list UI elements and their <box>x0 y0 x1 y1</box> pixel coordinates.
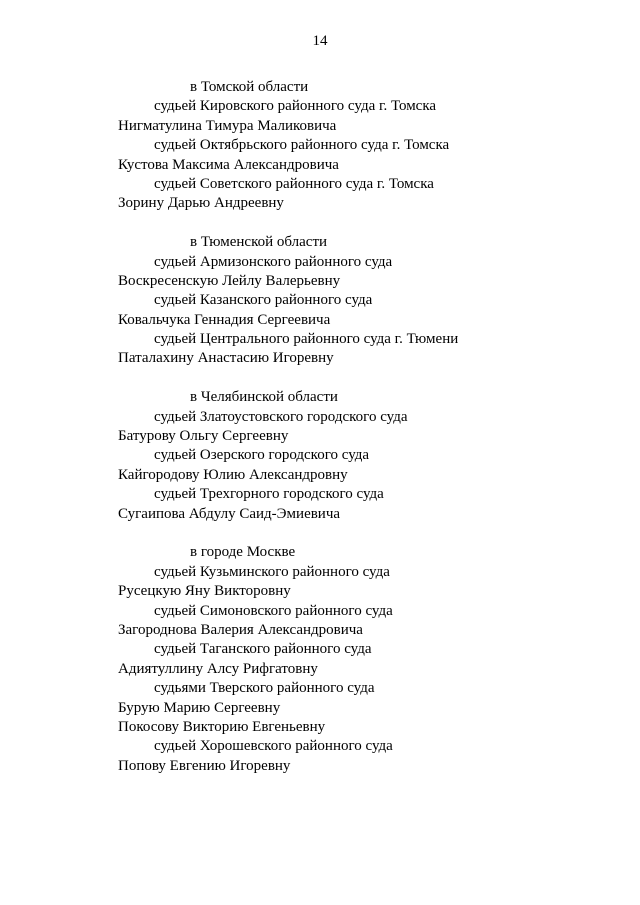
page-number: 14 <box>312 33 328 49</box>
region-section <box>118 78 618 214</box>
judge-name: Батурову Ольгу Сергеевну <box>118 428 289 445</box>
region-heading: в Челябинской области <box>190 389 338 406</box>
judge-name: Паталахину Анастасию Игоревну <box>118 350 334 367</box>
court-line: судьей Кировского районного суда г. Томска <box>154 98 437 115</box>
judge-name: Воскресенскую Лейлу Валерьевну <box>118 272 341 289</box>
court-line: судьей Армизонского районного суда <box>154 253 393 270</box>
region-heading: в городе Москве <box>190 544 296 561</box>
region-section <box>118 543 618 776</box>
court-line: судьей Казанского районного суда <box>154 292 373 309</box>
judge-name: Зорину Дарью Андреевну <box>118 195 284 212</box>
judge-name: Загороднова Валерия Александровича <box>118 621 363 638</box>
court-line: судьями Тверского районного суда <box>154 680 375 697</box>
court-line: судьей Кузьминского районного суда <box>154 563 390 580</box>
region-heading: в Томской области <box>190 79 309 95</box>
region-section <box>118 233 618 369</box>
judge-name: Ковальчука Геннадия Сергеевича <box>118 311 331 328</box>
judge-name: Адиятуллину Алсу Рифгатовну <box>118 660 318 677</box>
court-line: судьей Златоустовского городского суда <box>154 408 408 425</box>
region-heading: в Тюменской области <box>190 234 328 251</box>
court-line: судьей Октябрьского районного суда г. Томска <box>154 137 450 154</box>
judge-name: Кустова Максима Александровича <box>118 156 339 173</box>
judge-name: Нигматулина Тимура Маликовича <box>118 117 337 134</box>
court-line: судьей Озерского городского суда <box>154 447 370 464</box>
court-line: судьей Советского районного суда г. Томска <box>154 175 434 192</box>
judge-name: Русецкую Яну Викторовну <box>118 583 291 600</box>
judge-name: Кайгородову Юлию Александровну <box>118 466 348 483</box>
court-line: судьей Симоновского районного суда <box>154 602 393 619</box>
judge-name: Бурую Марию Сергеевну <box>118 699 281 716</box>
court-line: судьей Хорошевского районного суда <box>154 738 393 755</box>
region-section <box>118 388 618 524</box>
court-line: судьей Трехгорного городского суда <box>154 486 384 503</box>
judge-name: Покосову Викторию Евгеньевну <box>118 718 326 735</box>
court-line: судьей Центрального районного суда г. Тюмени <box>154 331 459 348</box>
court-line: судьей Таганского районного суда <box>154 641 372 658</box>
appointment-list <box>118 78 618 795</box>
judge-name: Попову Евгению Игоревну <box>118 757 291 774</box>
judge-name: Сугаипова Абдулу Саид-Эмиевича <box>118 505 341 522</box>
